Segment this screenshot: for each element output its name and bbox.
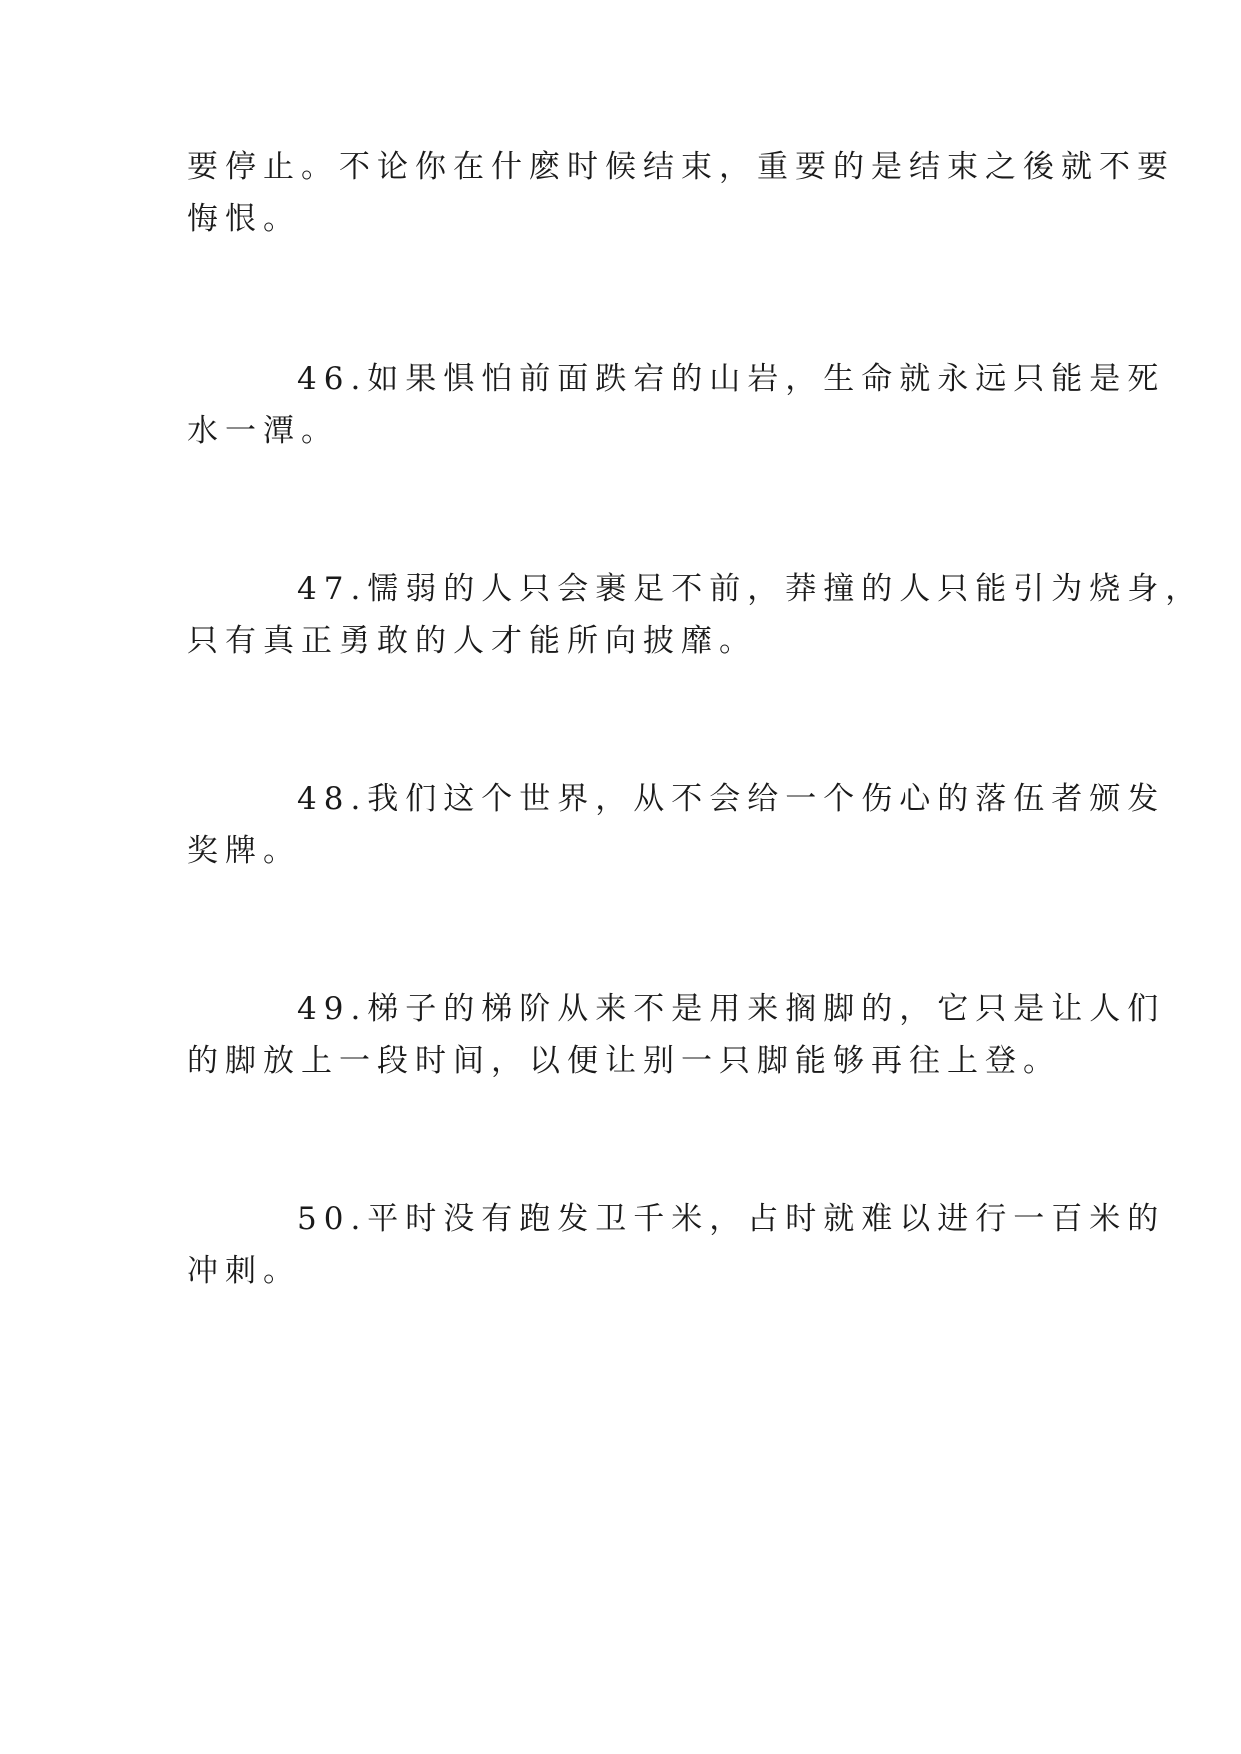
paragraph-item-50 [187, 1193, 1166, 1297]
text-line: 50.平时没有跑发卫千米，占时就难以进行一百米的 [297, 1201, 1166, 1237]
text-line: 水一潭。 [187, 413, 339, 449]
text-line: 的脚放上一段时间，以便让别一只脚能够再往上登。 [187, 1043, 1061, 1079]
text-line: 46.如果惧怕前面跌宕的山岩，生命就永远只能是死 [297, 361, 1166, 397]
paragraph-item-48 [187, 773, 1166, 877]
text-line: 48.我们这个世界，从不会给一个伤心的落伍者颁发 [297, 781, 1166, 817]
paragraph-continuation [187, 141, 1175, 245]
paragraph-item-46 [187, 353, 1166, 457]
text-line: 只有真正勇敢的人才能所向披靡。 [187, 623, 757, 659]
text-line: 悔恨。 [187, 201, 301, 237]
text-line: 要停止。不论你在什麽时候结束，重要的是结束之後就不要 [187, 149, 1175, 185]
text-line: 奖牌。 [187, 833, 301, 869]
text-line: 49.梯子的梯阶从来不是用来搁脚的，它只是让人们 [297, 991, 1166, 1027]
text-line: 冲刺。 [187, 1253, 301, 1289]
paragraph-item-47 [187, 563, 1204, 667]
paragraph-item-49 [187, 983, 1166, 1087]
text-line: 47.懦弱的人只会裹足不前，莽撞的人只能引为烧身， [297, 571, 1204, 607]
